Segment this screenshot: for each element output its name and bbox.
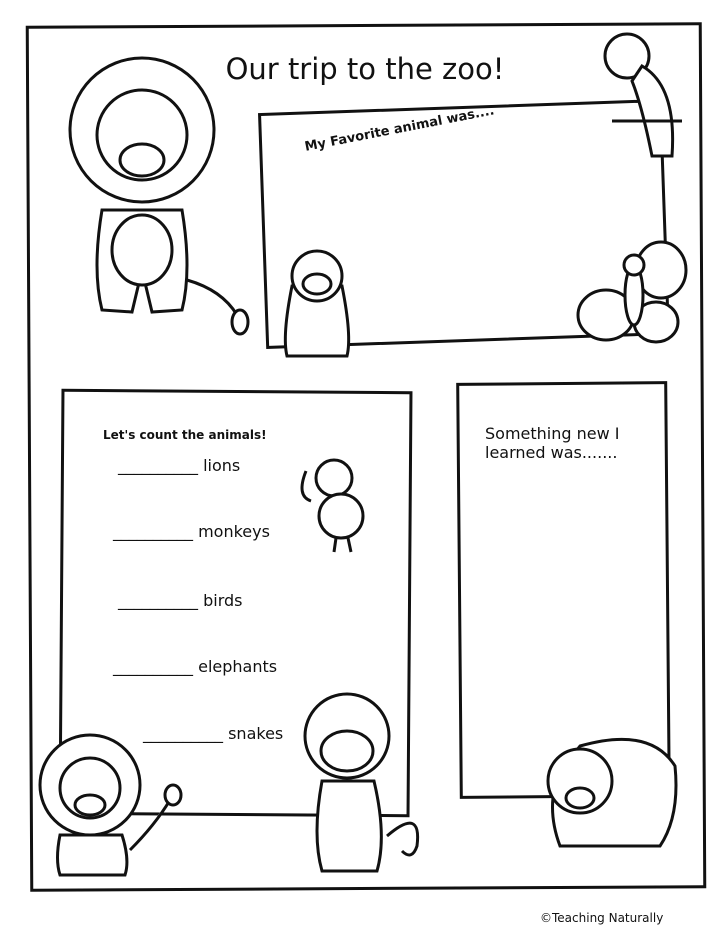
gorilla-illustration [272,246,362,361]
answer-blank[interactable]: __________ [113,657,193,676]
bird-illustration [296,456,376,556]
parrot-illustration [592,26,687,161]
count-line-monkeys[interactable] [113,522,270,541]
count-line-elephants[interactable] [113,657,277,676]
count-label: elephants [198,657,278,676]
count-label: lions [203,456,241,475]
count-line-lions[interactable] [118,456,240,475]
count-label: birds [203,591,243,610]
count-label: snakes [228,724,284,743]
monkey-illustration [302,686,432,876]
copyright: ©Teaching Naturally [540,911,664,925]
page-title: Our trip to the zoo! [225,52,505,86]
favorite-animal-prompt: My Favorite animal was.... [303,103,496,155]
answer-blank[interactable]: __________ [118,591,198,610]
lion-illustration [62,40,247,340]
learned-prompt: Something new I learned was....... [485,424,620,462]
butterfly-illustration [576,240,691,350]
answer-blank[interactable]: __________ [113,522,193,541]
bear-illustration [540,726,685,851]
answer-blank[interactable]: __________ [118,456,198,475]
count-line-birds[interactable] [118,591,242,610]
count-label: monkeys [198,522,270,541]
answer-blank[interactable]: __________ [143,724,223,743]
small-lion-illustration [30,730,185,880]
count-animals-title: Let's count the animals! [103,428,267,442]
